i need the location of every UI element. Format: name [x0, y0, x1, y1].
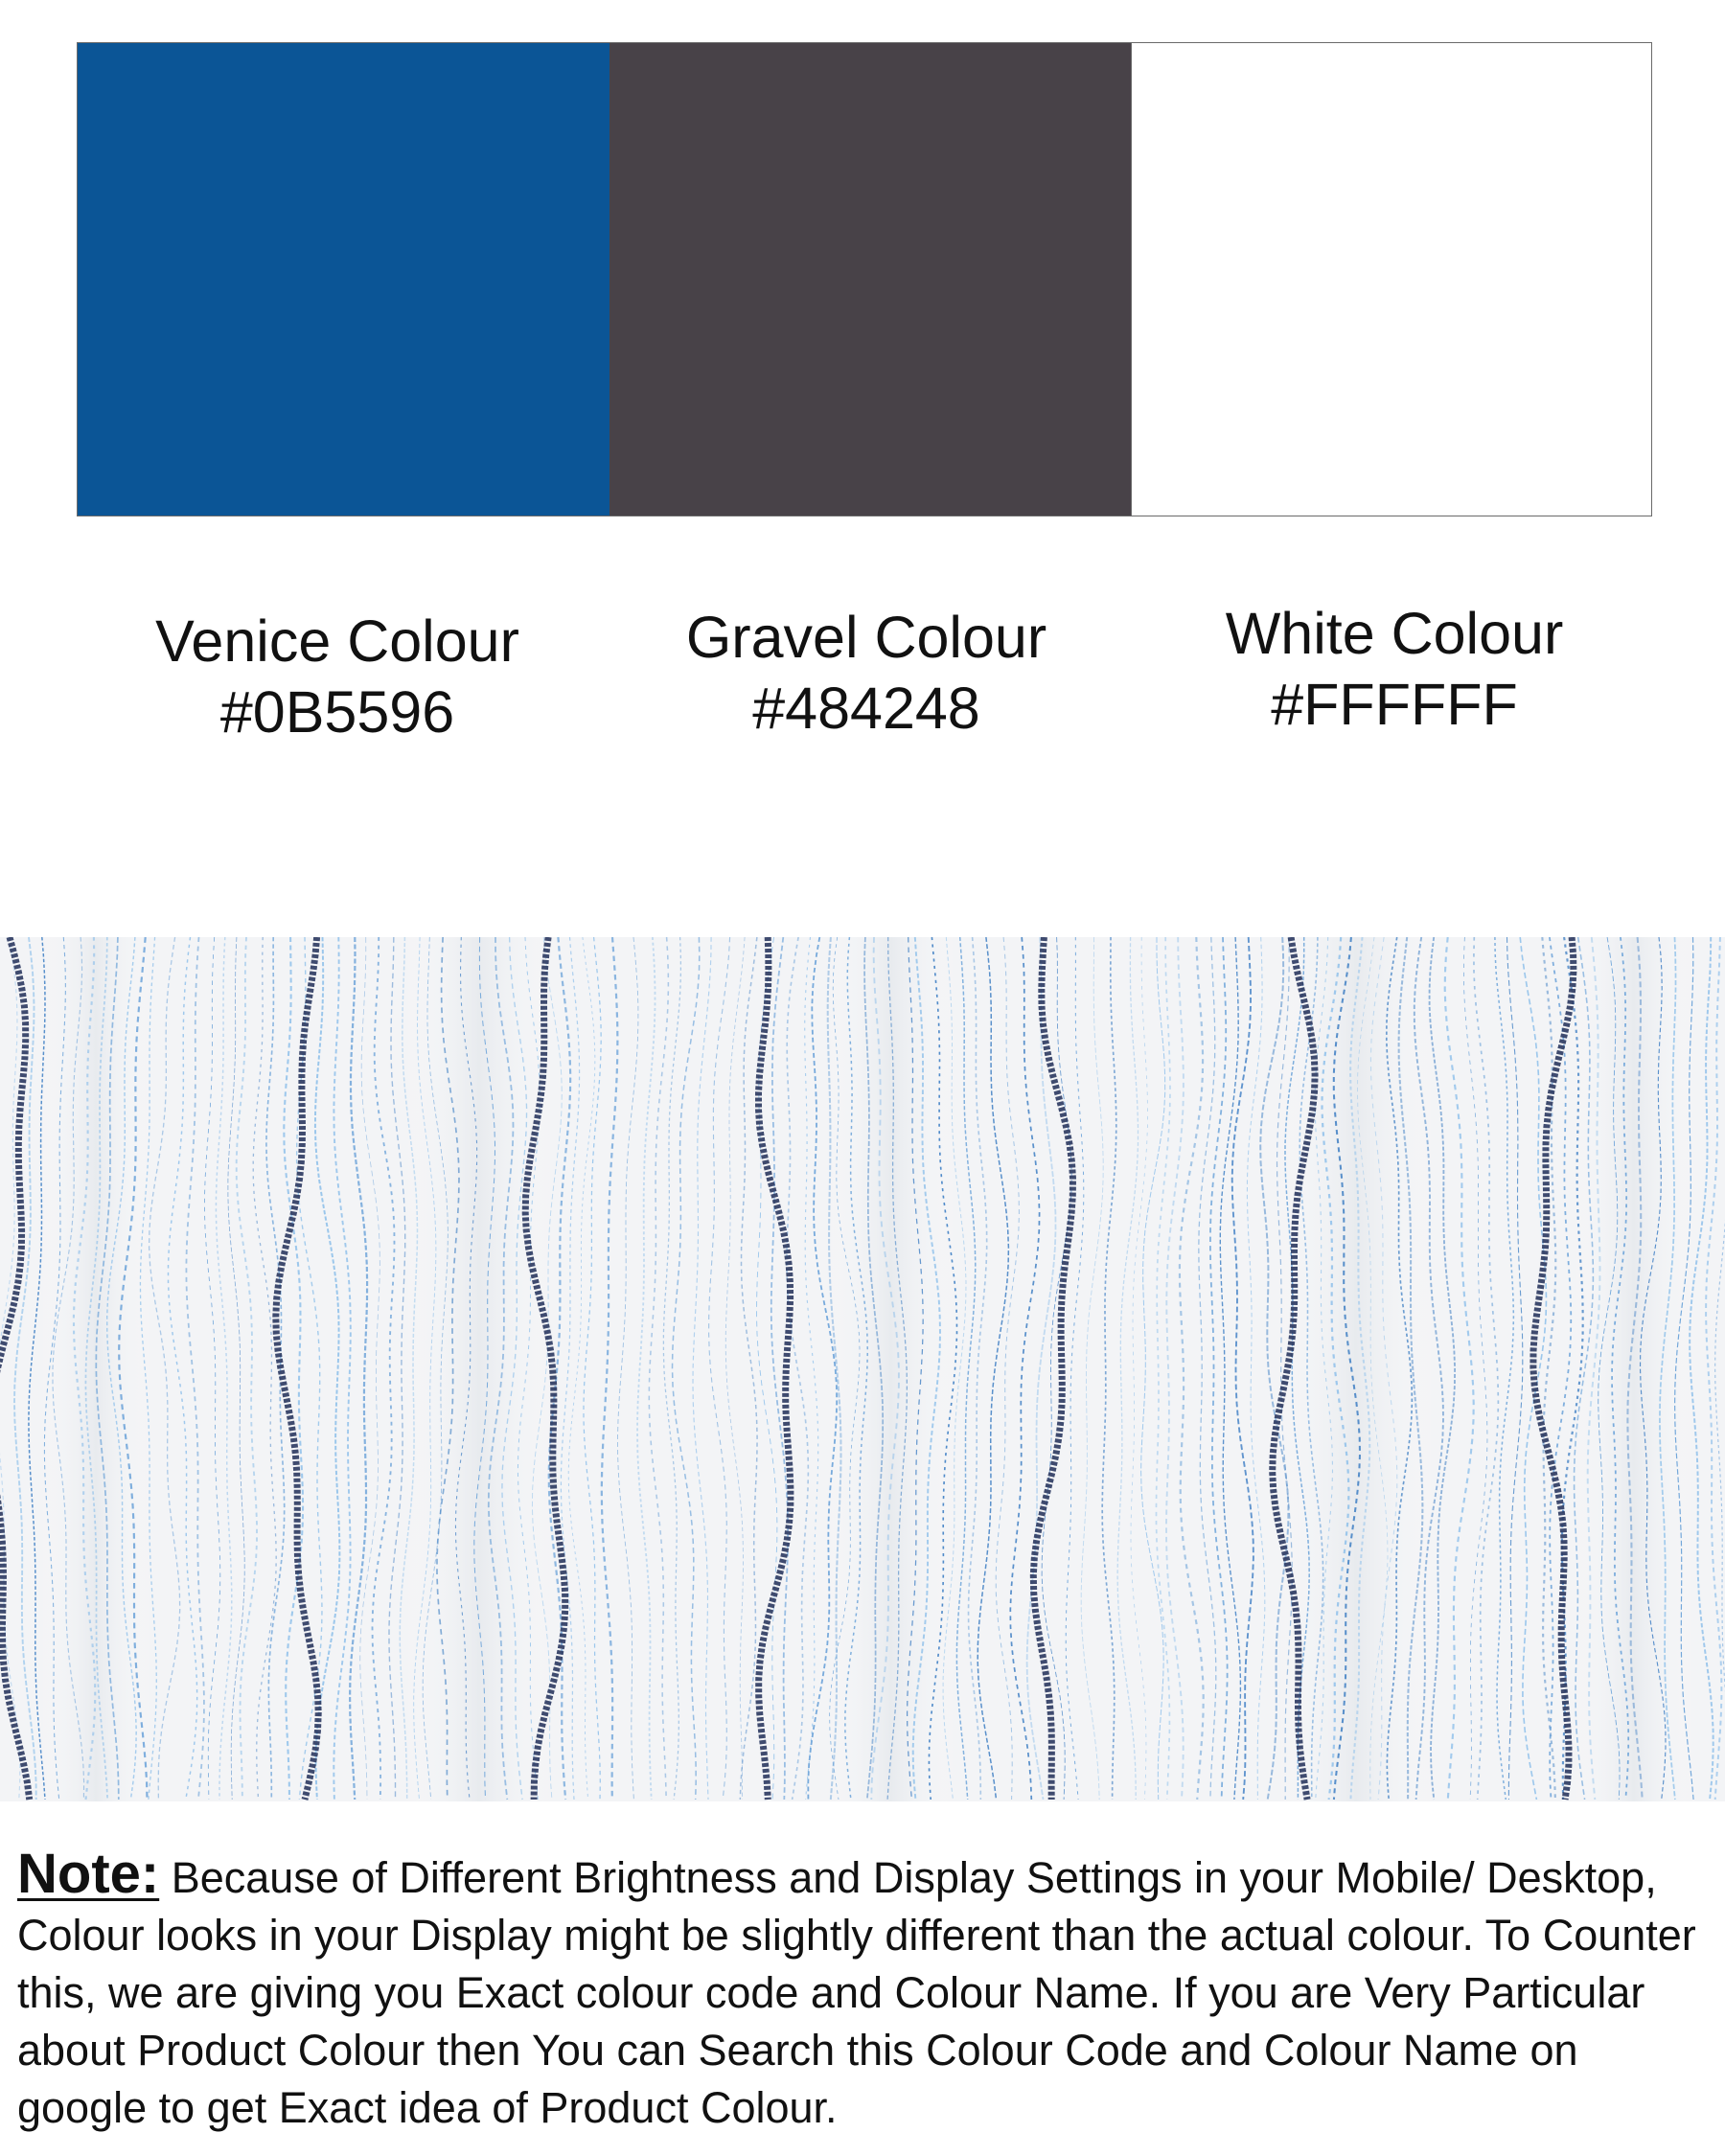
- fabric-fold-shade: [402, 937, 556, 1801]
- fabric-photo: [0, 937, 1725, 1801]
- fabric-pinstripe: [771, 937, 788, 1800]
- colour-swatch-strip: [77, 42, 1652, 516]
- fabric-pinstripe: [150, 937, 180, 1800]
- fabric-pinstripe: [693, 937, 711, 1800]
- fabric-pinstripe: [253, 937, 276, 1800]
- fabric-pinstripe: [1445, 937, 1474, 1800]
- fabric-pinstripe: [602, 937, 618, 1800]
- fabric-pinstripe: [1027, 937, 1056, 1800]
- fabric-pinstripe: [1102, 937, 1116, 1800]
- fabric-pinstripe: [978, 937, 1008, 1800]
- fabric-pinstripe: [360, 937, 380, 1800]
- white-colour-label: [1145, 598, 1644, 740]
- fabric-pinstripe: [649, 937, 668, 1800]
- fabric-pinstripe: [1010, 937, 1039, 1800]
- gravel-colour-swatch: [610, 43, 1131, 516]
- venice-colour-code: #0B5596: [219, 679, 455, 745]
- fabric-pinstripe: [740, 937, 757, 1800]
- fabric-pinstripe: [618, 937, 638, 1800]
- colour-note: [17, 1843, 1714, 2137]
- fabric-pinstripe: [1474, 937, 1499, 1800]
- fabric-pinstripe: [297, 937, 322, 1800]
- fabric-pinstripe: [237, 937, 257, 1800]
- fabric-pinstripe: [14, 937, 36, 1800]
- fabric-pinstripe: [1247, 937, 1264, 1800]
- fabric-pinstripe: [568, 937, 595, 1800]
- fabric-pinstripe: [637, 937, 655, 1800]
- fabric-pinstripe: [1166, 937, 1184, 1800]
- fabric-pinstripe: [584, 937, 601, 1800]
- fabric-pinstripe: [1542, 937, 1555, 1800]
- note-title: Note:: [17, 1843, 160, 1905]
- fabric-fold-shade: [1572, 937, 1696, 1801]
- gravel-colour-label: [617, 602, 1116, 744]
- fabric-pinstripe: [1141, 937, 1165, 1800]
- gravel-colour-name: Gravel Colour: [685, 605, 1047, 670]
- fabric-dark-stripe: [276, 937, 318, 1800]
- gravel-colour-code: #484248: [752, 676, 980, 741]
- fabric-pinstripe: [805, 937, 818, 1800]
- fabric-pinstripe: [205, 937, 220, 1800]
- fabric-pinstripe: [1507, 937, 1523, 1800]
- fabric-pinstripe: [1081, 937, 1103, 1800]
- fabric-pinstripe: [1463, 937, 1487, 1800]
- fabric-pinstripe: [725, 937, 745, 1800]
- fabric-pinstripe: [1042, 937, 1071, 1800]
- fabric-pinstripe: [334, 937, 351, 1800]
- fabric-pinstripe: [996, 937, 1019, 1800]
- fabric-pinstripe: [1117, 937, 1138, 1800]
- fabric-pinstripe: [561, 937, 579, 1800]
- fabric-pinstripe: [1220, 937, 1240, 1800]
- fabric-pinstripe: [350, 937, 367, 1800]
- fabric-pinstripe: [1210, 937, 1228, 1800]
- fabric-pinstripe: [216, 937, 231, 1800]
- white-colour-swatch: [1131, 43, 1651, 516]
- venice-colour-swatch: [78, 43, 610, 516]
- fabric-pinstripe: [1232, 937, 1254, 1800]
- fabric-pinstripe: [956, 937, 975, 1800]
- fabric-pinstripe: [709, 937, 730, 1800]
- fabric-pinstripe: [284, 937, 303, 1800]
- striped-fabric-image: [0, 937, 1725, 1801]
- note-text: Because of Different Brightness and Display Settings in your Mobile/ Desktop, Colour looks in your Display might be slightly different than the actual colour. To Counter this, we are giving you Exact colour code and Colour Name. If you are Very Particular about Product Colour then You can Search this Colour Code and Colour Name on google to get Exact idea of Product Colour.: [17, 1853, 1696, 2132]
- venice-colour-name: Venice Colour: [155, 608, 519, 674]
- fabric-pinstripe: [1066, 937, 1084, 1800]
- fabric-pinstripe: [1131, 937, 1148, 1800]
- white-colour-code: #FFFFFF: [1271, 672, 1518, 737]
- venice-colour-label: [88, 606, 586, 747]
- fabric-pinstripe: [673, 937, 700, 1800]
- white-colour-name: White Colour: [1225, 601, 1564, 666]
- fabric-pinstripe: [186, 937, 204, 1800]
- fabric-pinstripe: [169, 937, 197, 1800]
